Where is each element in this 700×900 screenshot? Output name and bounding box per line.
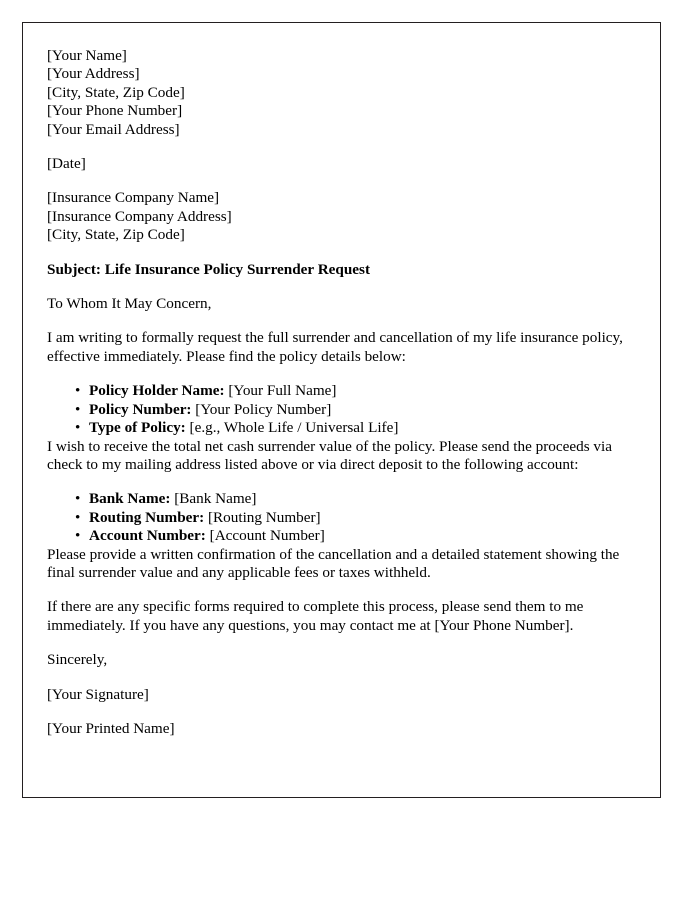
- policy-holder-name-label: Policy Holder Name:: [89, 382, 225, 400]
- type-of-policy-value: [e.g., Whole Life / Universal Life]: [189, 419, 399, 437]
- sender-street: [Your Address]: [47, 65, 140, 83]
- bank-name-label: Bank Name:: [89, 490, 171, 508]
- sender-phone: [Your Phone Number]: [47, 102, 183, 120]
- body-paragraph-4: If there are any specific forms required to complete this process, please send them to me immediately. If you have any questions, you may contact me at [Your Phone Number].: [47, 598, 584, 634]
- routing-number-value: [Routing Number]: [207, 508, 321, 526]
- closing-salutation: Sincerely,: [47, 651, 108, 669]
- body-paragraph-3: Please provide a written confirmation of the cancellation and a detailed statement showing the final surrender value and any applicable fees or taxes withheld.: [47, 545, 620, 581]
- date-block: [47, 155, 639, 173]
- recipient-company-address: [Insurance Company Address]: [47, 207, 232, 225]
- policy-holder-name-value: [Your Full Name]: [228, 382, 337, 400]
- letter-content: [47, 47, 639, 738]
- list-item: [89, 401, 639, 419]
- policy-details-list: [47, 382, 639, 437]
- list-item: [89, 527, 639, 545]
- subject-line: Subject: Life Insurance Policy Surrender Request: [47, 260, 371, 278]
- sender-address-block: [47, 47, 639, 139]
- routing-number-label: Routing Number:: [89, 508, 205, 526]
- account-number-label: Account Number:: [89, 527, 206, 545]
- bank-name-value: [Bank Name]: [174, 490, 257, 508]
- list-item: [89, 382, 639, 400]
- recipient-address-block: [47, 189, 639, 244]
- recipient-city-state-zip: [City, State, Zip Code]: [47, 226, 185, 244]
- signature-placeholder: [Your Signature]: [47, 685, 149, 703]
- list-item: [89, 419, 639, 437]
- body-paragraph-1: I am writing to formally request the full surrender and cancellation of my life insurance policy, effective immediately. Please find the policy details below:: [47, 329, 623, 365]
- policy-number-label: Policy Number:: [89, 400, 192, 418]
- list-item: [89, 490, 639, 508]
- list-item: [89, 509, 639, 527]
- document-page-border: [22, 22, 661, 798]
- sender-email: [Your Email Address]: [47, 120, 180, 138]
- sender-name: [Your Name]: [47, 47, 127, 64]
- sender-city-state-zip: [City, State, Zip Code]: [47, 83, 185, 101]
- recipient-company-name: [Insurance Company Name]: [47, 189, 220, 207]
- type-of-policy-label: Type of Policy:: [89, 419, 186, 437]
- bank-details-list: [47, 490, 639, 545]
- salutation: To Whom It May Concern,: [47, 295, 212, 313]
- body-paragraph-2: I wish to receive the total net cash surrender value of the policy. Please send the proceeds via check to my mailing address listed above or via direct deposit to the following account:: [47, 437, 612, 473]
- printed-name-placeholder: [Your Printed Name]: [47, 719, 175, 737]
- policy-number-value: [Your Policy Number]: [195, 400, 332, 418]
- date-placeholder: [Date]: [47, 155, 86, 173]
- account-number-value: [Account Number]: [209, 527, 325, 545]
